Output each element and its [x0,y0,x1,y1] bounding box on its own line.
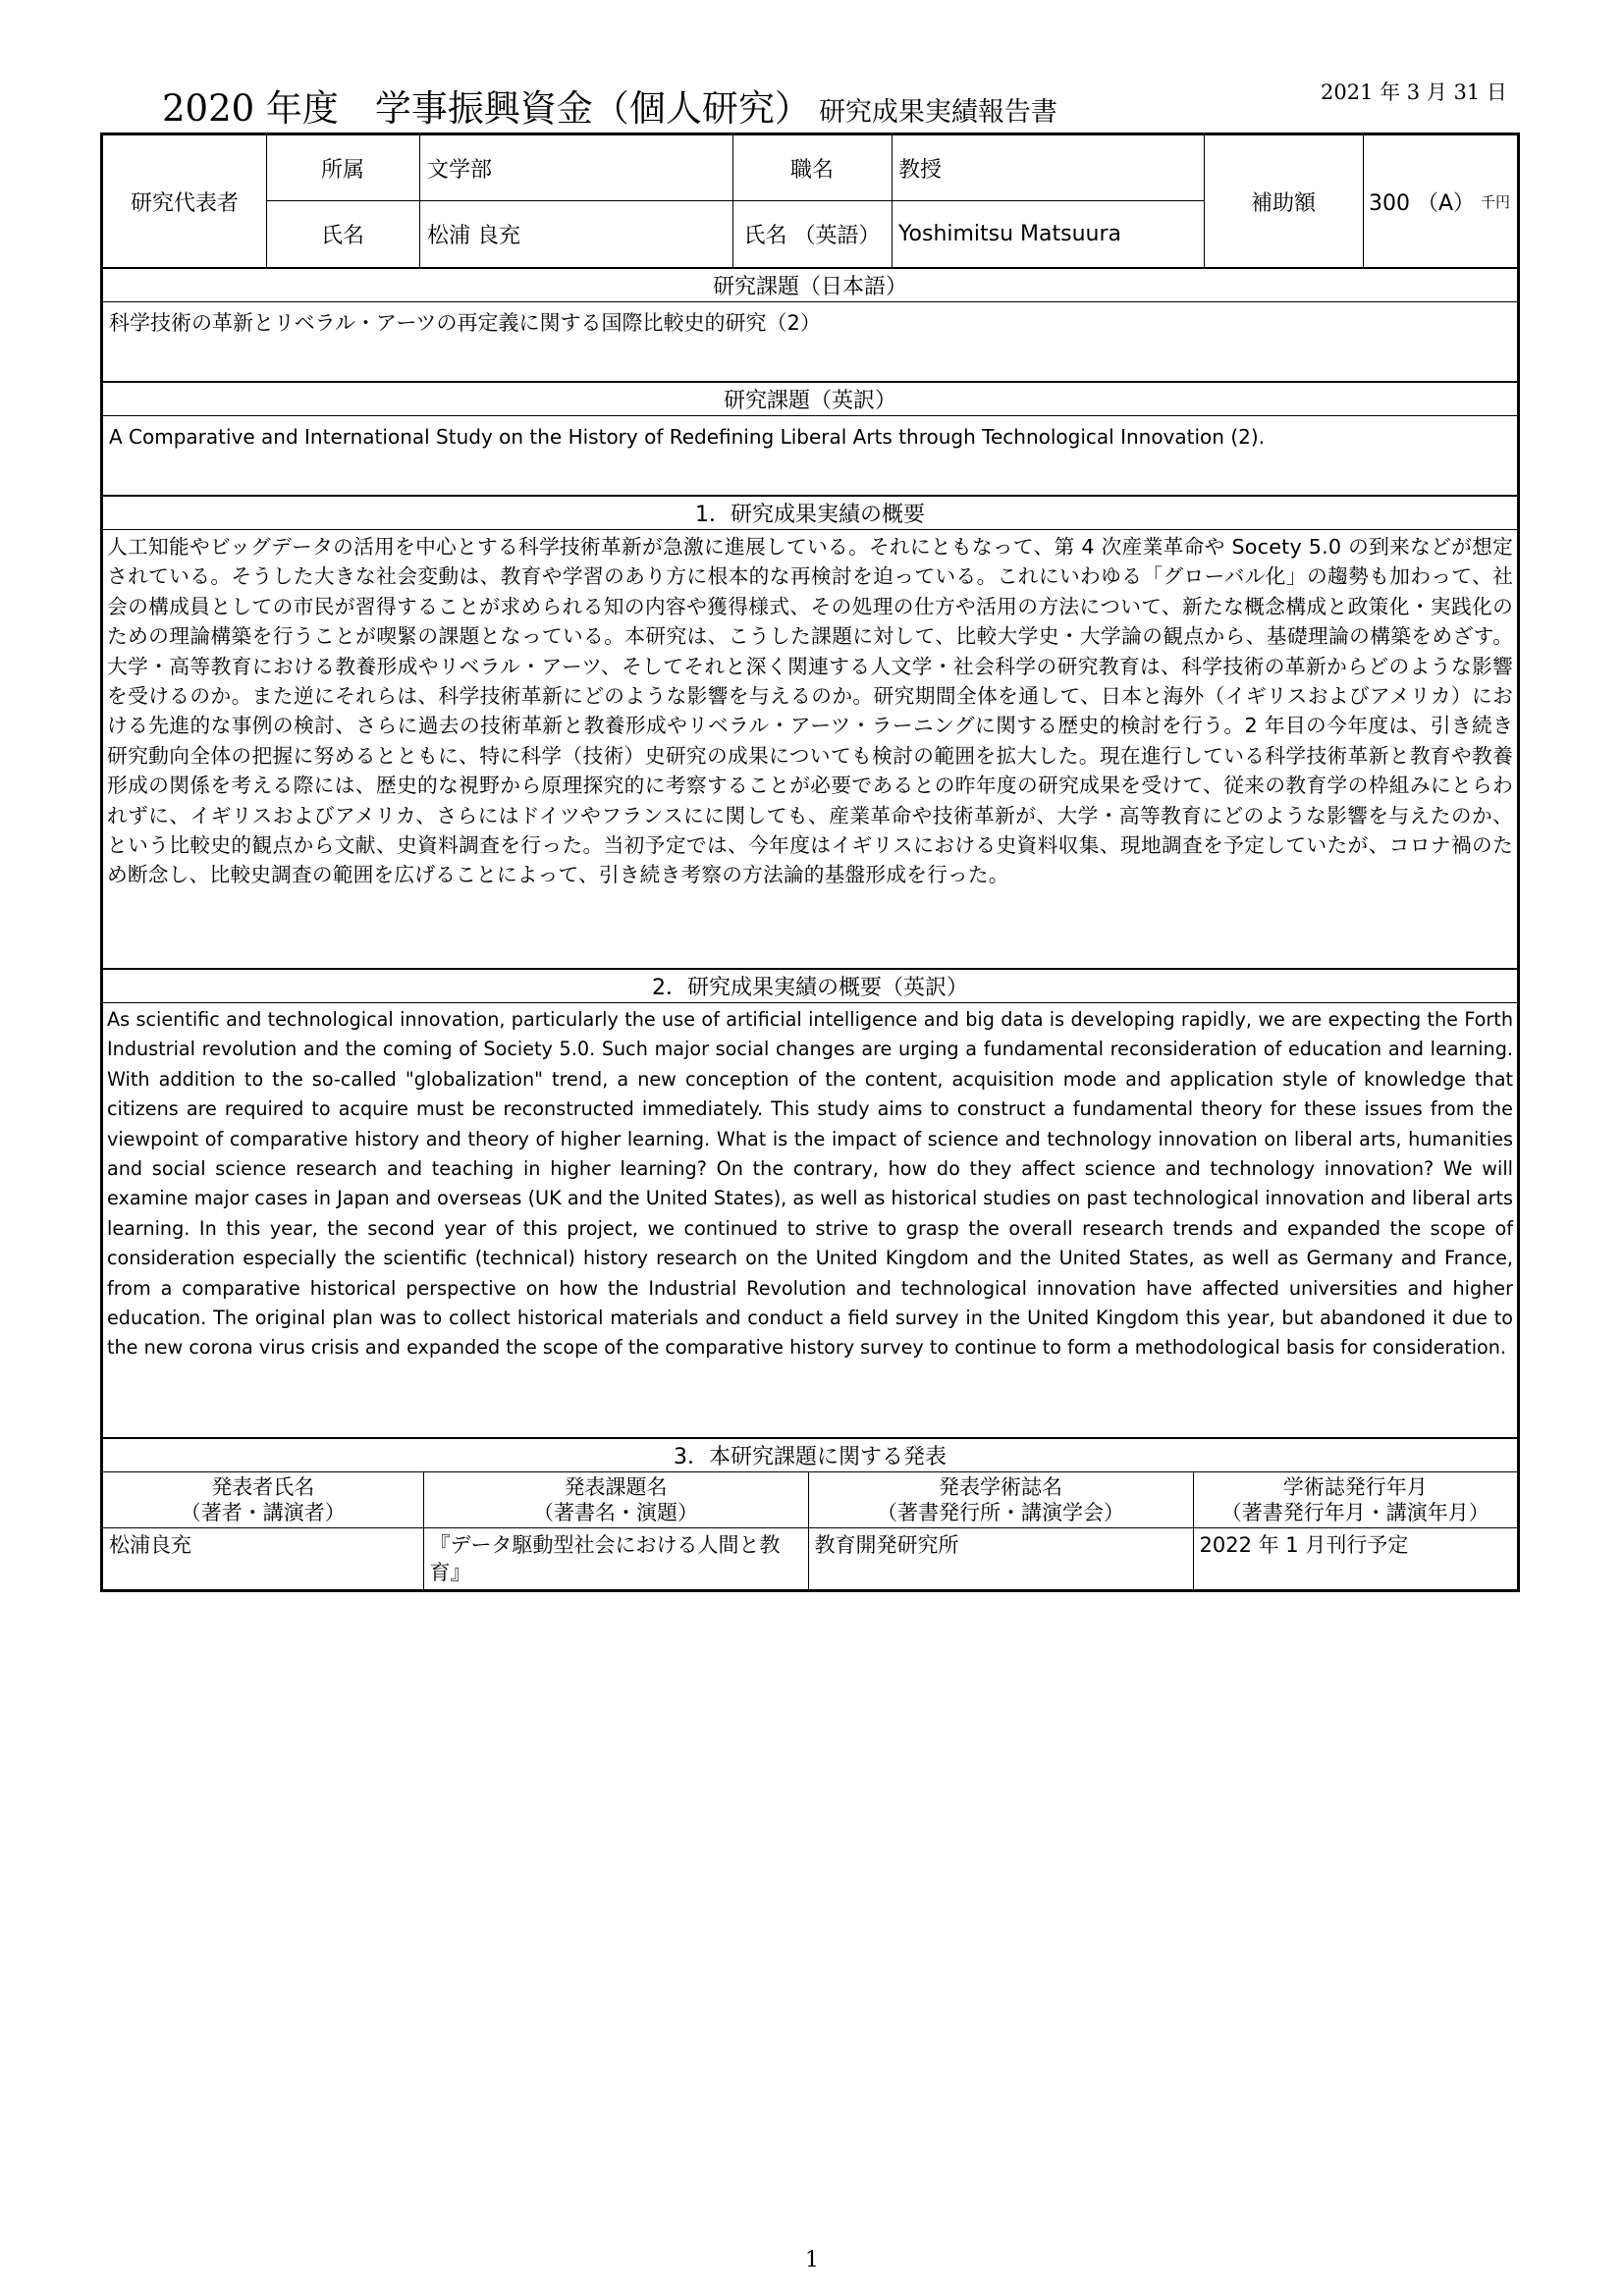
publications-table [103,1472,1517,1589]
column-header-date: 学術誌発行年月 （著書発行年月・講演年月） [1193,1472,1517,1528]
pub-date: 2022 年 1 月刊行予定 [1199,1533,1409,1557]
report-date: 2021 年 3 月 31 日 [1321,80,1507,104]
affiliation-label: 所属 [320,157,364,183]
grant-amount [1369,135,1516,267]
summary-en-label: 2．研究成果実績の概要（英訳） [103,970,1517,1003]
summary-jp-section [103,497,1517,970]
title-main: 2020 年度 学事振興資金（個人研究） [162,87,811,130]
topic-en-label: 研究課題（英訳） [103,383,1517,416]
summary-jp-label: 1．研究成果実績の概要 [103,497,1517,530]
summary-jp-text: 人工知能やビッグデータの活用を中心とする科学技術革新が急激に進展している。それにともなって、第 4 次産業革命や Socety 5.0 の到来などが想定されている。そうした大きな社会変動は、教育や学習のあり方に根本的な再検討を迫っている。これにいわゆる「グローバル化」の趨勢も加わって、社会の構成員としての市民が習得することが求められる知の内容や獲得様式、その処理の仕方や活用の方法について、新たな概念構成と政策化・実践化のための理論構築を行うことが喫緊の課題となっている。本研究は、こうした課題に対して、比較大学史・大学論の観点から、基礎理論の構築をめざす。大学・高等教育における教養形成やリベラル・アーツ、そしてそれと深く関連する人文学・社会科学の研究教育は、科学技術の革新からどのような影響を受けるのか。また逆にそれらは、科学技術革新にどのような影響を与えるのか。研究期間全体を通して、日本と海外（イギリスおよびアメリカ）における先進的な事例の検討、さらに過去の技術革新と教養形成やリベラル・アーツ・ラーニングに関する歴史的検討を行う。2 年目の今年度は、引き続き研究動向全体の把握に努めるとともに、特に科学（技術）史研究の成果についても検討の範囲を拡大した。現在進行している科学技術革新と教育や教養形成の関係を考える際には、歴史的な視野から原理探究的に考察することが必要であるとの昨年度の研究成果を受けて、従来の教育学の枠組みにとらわれずに、イギリスおよびアメリカ、さらにはドイツやフランスにに関しても、産業革命や技術革新が、大学・高等教育にどのような影響を与えたのか、という比較史的観点から文献、史資料調査を行った。当初予定では、今年度はイギリスにおける史資料収集、現地調査を予定していたが、コロナ禍のため断念し、比較史調査の範囲を広げることによって、引き続き考察の方法論的基盤形成を行った。 [107,535,1513,887]
name-en-value: Yoshimitsu Matsuura [898,221,1122,246]
column-header-publisher: 発表学術誌名 （著書発行所・講演学会） [808,1472,1193,1528]
topic-jp-text: 科学技術の革新とリベラル・アーツの再定義に関する国際比較史的研究（2） [109,311,821,335]
affiliation-value: 文学部 [427,157,493,183]
name-en-label: 氏名 （英語） [743,223,881,248]
topic-jp-section [103,269,1517,383]
report-form [100,133,1520,1592]
topic-en-section [103,383,1517,497]
publications-label: 3．本研究課題に関する発表 [103,1439,1517,1472]
grant-value: 300 （A） [1369,190,1476,216]
grant-unit: 千円 [1481,192,1511,211]
pub-publisher: 教育開発研究所 [808,1528,1193,1590]
table-row [103,1528,1517,1590]
summary-en-text: As scientific and technological innovation, particularly the use of artificial intelligence and big data is developing rapidly, we are expecting the Forth Industrial revolution and the coming of Society 5.0. Such major social changes are urging a fundamental reconsideration of education and learning. With addition to the so-called "globalization" trend, a new conception of the content, acquisition mode and application style of knowledge that citizens are required to acquire must be reconstructed immediately. This study aims to construct a fundamental theory for these issues from the viewpoint of comparative history and theory of higher learning. What is the impact of science and technology innovation on liberal arts, humanities and social science research and teaching in higher learning? On the contrary, how do they affect science and technology innovation? We will examine major cases in Japan and overseas (UK and the United States), as well as historical studies on past technological innovation and liberal arts learning. In this year, the second year of this project, we continued to strive to grasp the overall research trends and expanded the scope of consideration especially the scientific (technical) history research on the United Kingdom and the United States, as well as Germany and France, from a comparative historical perspective on how the Industrial Revolution and technological innovation have affected universities and higher education. The original plan was to collect historical materials and conduct a field survey in the United Kingdom this year, but abandoned it due to the new corona virus crisis and expanded the scope of the comparative history survey to continue to form a methodological basis for consideration. [107,1008,1513,1360]
column-header-author: 発表者氏名 （著者・講演者） [103,1472,423,1528]
publications-section [103,1439,1517,1589]
topic-en-text: A Comparative and International Study on the History of Redefining Liberal Arts through Technological Innovation (2). [109,425,1266,449]
title-sub: 研究成果実績報告書 [818,97,1057,128]
position-value: 教授 [898,157,943,183]
representative-label: 研究代表者 [130,190,239,216]
page-title [162,79,1057,132]
column-header-title: 発表課題名 （著書名・演題） [423,1472,808,1528]
topic-jp-label: 研究課題（日本語） [103,269,1517,302]
pub-author: 松浦良充 [103,1528,423,1590]
name-label: 氏名 [320,223,364,248]
name-value: 松浦 良充 [427,223,520,248]
summary-en-section [103,970,1517,1439]
info-header-table [103,135,1517,269]
page-number: 1 [805,2248,819,2272]
position-label: 職名 [789,157,834,183]
pub-title: 『データ駆動型社会における人間と教育』 [423,1528,808,1590]
grant-label: 補助額 [1250,190,1316,216]
publications-header-row [103,1472,1517,1528]
